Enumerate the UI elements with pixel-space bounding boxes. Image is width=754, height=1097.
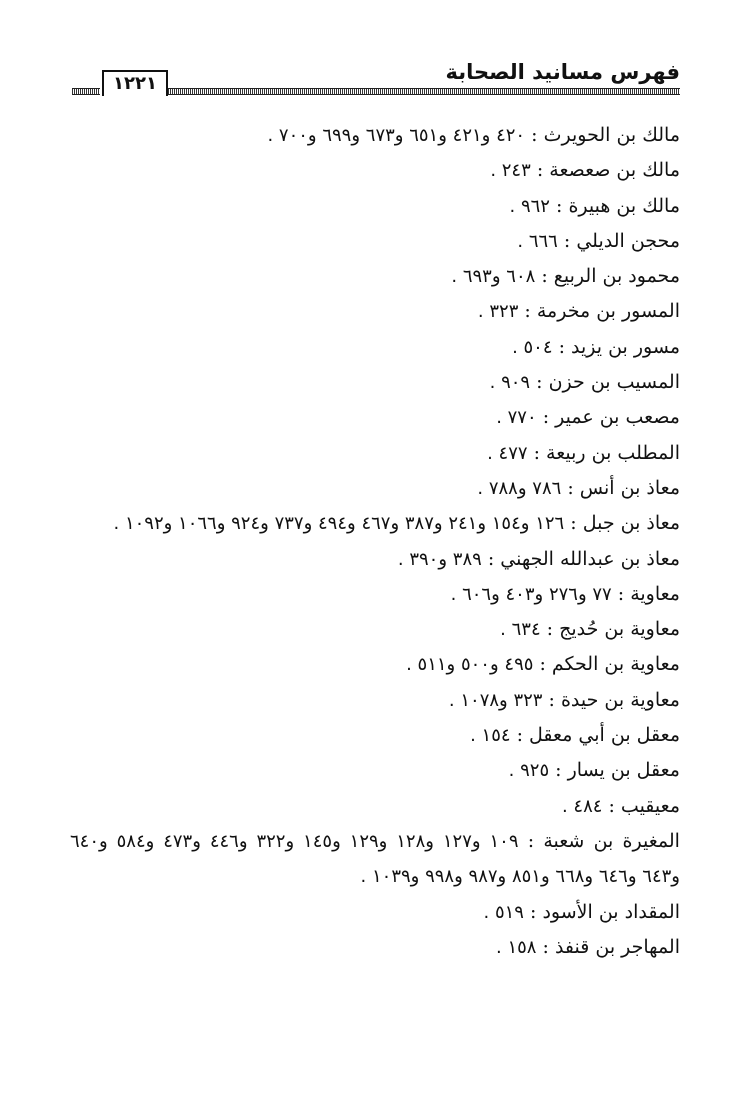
entry-name: معاوية بن الحكم [551,653,680,676]
index-entry: معاوية : ٧٧ و٢٧٦ و٤٠٣ و٦٠٦ . [450,582,680,605]
entry-refs: ٥١٩ . [483,901,524,923]
index-entry: مصعب بن عمير : ٧٧٠ . [496,406,680,429]
page-header [72,58,680,100]
entry-name: معاوية بن حيدة [560,688,680,711]
entry-refs: ١٥٨ . [495,936,537,958]
entry-name: معاذ بن جبل [582,512,680,535]
entry-refs: ٦٠٨ و٦٩٣ . [451,266,536,288]
header-rule [168,88,680,95]
index-entry: معاوية بن الحكم : ٤٩٥ و٥٠٠ و٥١١ . [406,653,680,676]
entry-refs: ٦٣٤ . [500,619,541,641]
entry-name: محمود بن الربيع [553,265,680,288]
index-entry: محمود بن الربيع : ٦٠٨ و٦٩٣ . [451,265,680,288]
entry-name: معقل بن يسار [567,759,680,782]
entry-refs: ٧٨٦ و٧٨٨ . [477,477,562,499]
entry-name: المقداد بن الأسود [542,900,680,923]
entry-refs: ٧٧ و٢٧٦ و٤٠٣ و٦٠٦ . [450,583,612,605]
index-entry: المطلب بن ربيعة : ٤٧٧ . [487,441,680,464]
entry-refs: ٤٧٧ . [487,442,528,464]
index-entry: معاوية بن حيدة : ٣٢٣ و١٠٧٨ . [448,688,680,711]
entry-refs: ٧٧٠ . [496,407,537,429]
index-entry: معاوية بن حُديج : ٦٣٤ . [500,618,680,641]
index-entry: معيقيب : ٤٨٤ . [561,794,680,817]
index-entries [70,118,680,965]
index-entry: المسور بن مخرمة : ٣٢٣ . [477,300,680,323]
entry-name: مصعب بن عمير [555,406,680,429]
entry-refs: ٣٨٩ و٣٩٠ . [397,548,482,570]
index-entry: المغيرة بن شعبة : ١٠٩ و١٢٧ و١٢٨ و١٢٩ و١٤٥ و٣٢٢ و٤٤٦ و٤٧٣ و٥٨٤ و٦٤٠ و٦٤٣ و٦٤٦ و٦٦٨ و٨٥١ و٩٨٧ و٩٩٨ و١٠٣٩ . [70,829,680,888]
entry-refs: ٤٨٤ . [561,795,603,817]
entry-refs: ١٢٦ و١٥٤ و٢٤١ و٣٨٧ و٤٦٧ و٤٩٤ و٧٣٧ و٩٢٤ و١٠٦٦ و١٠٩٢ . [113,513,565,535]
entry-refs: ٩٦٢ . [509,195,550,217]
index-entry: المهاجر بن قنفذ : ١٥٨ . [495,935,680,958]
index-entry: معاذ بن أنس : ٧٨٦ و٧٨٨ . [477,476,680,499]
entry-name: المغيرة بن شعبة [543,829,680,852]
index-entry: مسور بن يزيد : ٥٠٤ . [512,335,680,358]
entry-name: معقل بن أبي معقل [529,724,680,747]
entry-name: المسور بن مخرمة [536,300,680,323]
entry-refs: ١٠٩ و١٢٧ و١٢٨ و١٢٩ و١٤٥ و٣٢٢ و٤٤٦ و٤٧٣ و٥٨٤ و٦٤٠ و٦٤٣ و٦٤٦ و٦٦٨ و٨٥١ و٩٨٧ و٩٩٨ و١٠٣٩ . [70,830,680,888]
entry-refs: ٩٢٥ . [508,760,550,782]
page-number: ١٢٢١ [102,70,168,96]
entry-name: المهاجر بن قنفذ [554,935,680,958]
entry-name: معاوية [630,582,680,605]
entry-name: المطلب بن ربيعة [546,441,680,464]
entry-name: معاوية بن حُديج [559,618,680,641]
entry-name: مالك بن صعصعة [549,159,680,182]
index-entry: معاذ بن عبدالله الجهني : ٣٨٩ و٣٩٠ . [397,547,680,570]
entry-name: المسيب بن حزن [548,371,680,394]
index-entry: المسيب بن حزن : ٩٠٩ . [489,371,680,394]
entry-name: محجن الديلي [576,229,680,252]
entry-name: معاذ بن عبدالله الجهني [500,547,680,570]
index-entry: محجن الديلي : ٦٦٦ . [517,229,680,252]
entry-name: مالك بن هبيرة [568,194,680,217]
entry-name: مالك بن الحويرث [543,124,680,146]
entry-refs: ٦٦٦ . [517,230,558,252]
entry-refs: ٥٠٤ . [512,336,553,358]
index-entry: معاذ بن جبل : ١٢٦ و١٥٤ و٢٤١ و٣٨٧ و٤٦٧ و٤٩٤ و٧٣٧ و٩٢٤ و١٠٦٦ و١٠٩٢ . [113,512,680,535]
entry-refs: ٣٢٣ و١٠٧٨ . [448,689,543,711]
entry-refs: ٣٢٣ . [477,301,519,323]
entry-refs: ٩٠٩ . [489,372,531,394]
entry-name: معاذ بن أنس [579,476,680,499]
entry-name: مسور بن يزيد [571,335,680,358]
header-rule-left [72,88,100,95]
index-entry: المقداد بن الأسود : ٥١٩ . [483,900,680,923]
index-entry: معقل بن أبي معقل : ١٥٤ . [470,724,680,747]
index-entry: مالك بن الحويرث : ٤٢٠ و٤٢١ و٦٥١ و٦٧٣ و٦٩٩ و٧٠٠ . [267,124,680,146]
index-entry: مالك بن هبيرة : ٩٦٢ . [509,194,680,217]
entry-name: معيقيب [620,794,680,817]
header-title: فهرس مسانيد الصحابة [445,60,680,84]
entry-refs: ٤٢٠ و٤٢١ و٦٥١ و٦٧٣ و٦٩٩ و٧٠٠ . [267,125,526,146]
entry-refs: ٤٩٥ و٥٠٠ و٥١١ . [406,654,534,676]
entry-refs: ٢٤٣ . [490,160,531,182]
index-entry: معقل بن يسار : ٩٢٥ . [508,759,680,782]
entry-refs: ١٥٤ . [470,725,511,747]
index-entry: مالك بن صعصعة : ٢٤٣ . [490,159,680,182]
